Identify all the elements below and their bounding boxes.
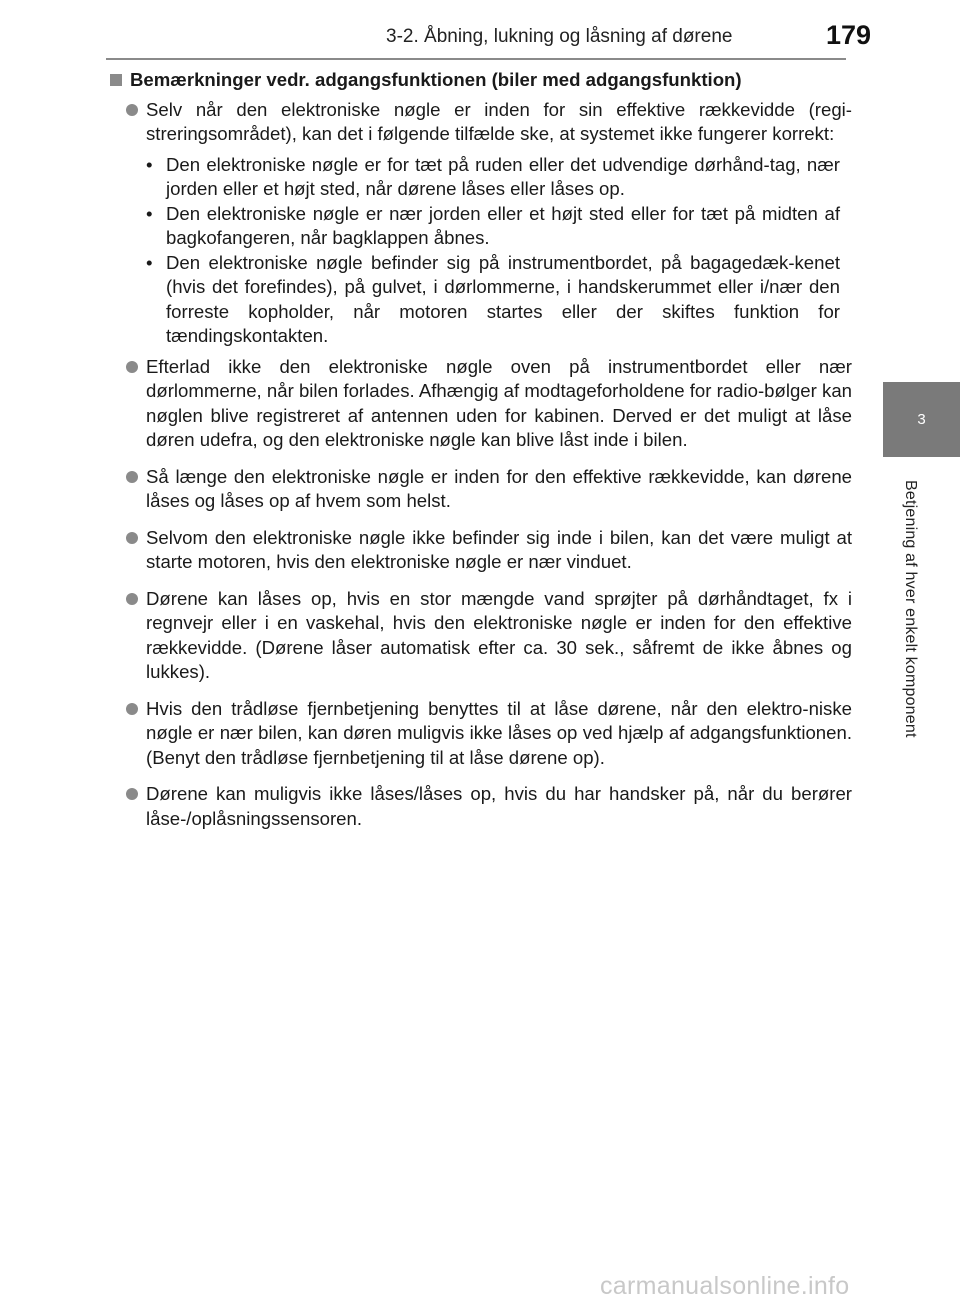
section-heading xyxy=(110,68,852,93)
page-content xyxy=(110,68,852,843)
list-item xyxy=(110,465,852,514)
header-title: 3-2. Åbning, lukning og låsning af dørene xyxy=(386,26,733,47)
square-bullet-icon xyxy=(110,74,122,86)
chapter-tab xyxy=(883,382,960,457)
list-item-text: Dørene kan låses op, hvis en stor mængde vand sprøjter på dørhåndtaget, fx i regnvejr eller i en vaskehal, hvis den elektroniske nøgle er inden for den effektive rækkevidde. (Dørene låser automatisk efter ca. 30 sek., såfremt de ikke åbnes og lukkes). xyxy=(146,587,852,682)
circle-bullet-icon xyxy=(126,593,138,605)
page-number: 179 xyxy=(826,20,872,50)
list-item-text: Dørene kan muligvis ikke låses/låses op, hvis du har handsker på, når du berører låse-/oplåsningssensoren. xyxy=(146,783,852,829)
sub-list-item-text: Den elektroniske nøgle befinder sig på instrumentbordet, på bagagedæk-kenet (hvis det forefindes), på gulvet, i dørlommerne, i handskerummet eller i/nær den forreste kopholder, når motoren startes eller der skiftes funktion for tændingskontakten. xyxy=(166,251,840,346)
sub-list-item xyxy=(146,202,840,251)
list-item xyxy=(110,526,852,575)
list-item xyxy=(110,697,852,771)
circle-bullet-icon xyxy=(126,471,138,483)
bullet-glyph: • xyxy=(146,153,153,175)
list-item xyxy=(110,782,852,831)
sub-list-item-text: Den elektroniske nøgle er nær jorden eller et højt sted eller for tæt på midten af bagkofangeren, når bagklappen åbnes. xyxy=(166,202,840,248)
list-item xyxy=(110,98,852,147)
watermark: carmanualsonline.info xyxy=(600,1272,850,1300)
circle-bullet-icon xyxy=(126,361,138,373)
header-divider xyxy=(106,58,846,60)
sub-list-item-text: Den elektroniske nøgle er for tæt på ruden eller det udvendige dørhånd-tag, nær jorden eller et højt sted, når dørene låses eller låses op. xyxy=(166,153,840,199)
circle-bullet-icon xyxy=(126,104,138,116)
bullet-glyph: • xyxy=(146,251,153,273)
section-heading-text: Bemærkninger vedr. adgangsfunktionen (biler med adgangsfunktion) xyxy=(130,69,742,90)
circle-bullet-icon xyxy=(126,532,138,544)
list-item-text: Hvis den trådløse fjernbetjening benyttes til at låse dørene, når den elektro-niske nøgle er nær bilen, kan døren muligvis ikke låses op ved hjælp af adgangsfunktionen. (Benyt den trådløse fjernbetjening til at låse dørene op). xyxy=(146,697,852,768)
circle-bullet-icon xyxy=(126,788,138,800)
chapter-number: 3 xyxy=(917,411,926,428)
list-item-text: Efterlad ikke den elektroniske nøgle oven på instrumentbordet eller nær dørlommerne, når bilen forlades. Afhængig af modtageforholdene for radio-bølger kan nøglen blive registreret af antennen uden for kabinen. Derved er det muligt at låse døren udefra, og den elektroniske nøgle kan blive låst inde i bilen. xyxy=(146,355,852,450)
sub-list-item xyxy=(146,153,840,202)
list-item-text: Selv når den elektroniske nøgle er inden for sin effektive rækkevidde (regi-streringsområdet), kan det i følgende tilfælde ske, at systemet ikke fungerer korrekt: xyxy=(146,98,852,144)
list-item-text: Så længe den elektroniske nøgle er inden for den effektive rækkevidde, kan dørene låses og låses op af hvem som helst. xyxy=(146,465,852,511)
chapter-label: Betjening af hver enkelt komponent xyxy=(902,480,919,738)
list-item xyxy=(110,587,852,685)
sub-list-item xyxy=(146,251,840,349)
bullet-glyph: • xyxy=(146,202,153,224)
list-item-text: Selvom den elektroniske nøgle ikke befinder sig inde i bilen, kan det være muligt at starte motoren, hvis den elektroniske nøgle er nær vinduet. xyxy=(146,526,852,572)
list-item xyxy=(110,355,852,453)
circle-bullet-icon xyxy=(126,703,138,715)
sub-list xyxy=(146,153,840,349)
